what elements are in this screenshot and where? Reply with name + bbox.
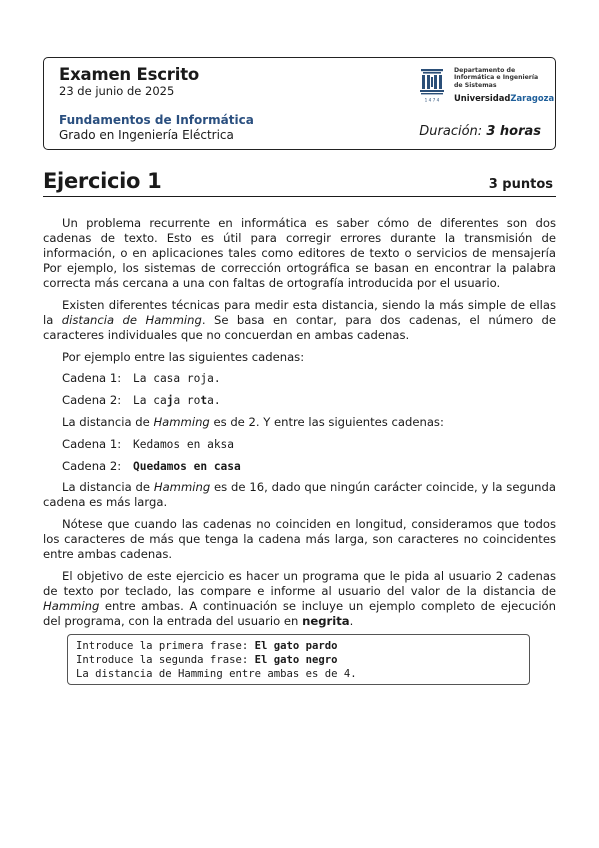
paragraph-hamming-def: Existen diferentes técnicas para medir esta distancia, siendo la más simple de ellas la distancia de Hamming. Se basa en contar, para dos cadenas, el número de caracteres individuales que no concuerdan en ambas cadenas. bbox=[43, 297, 557, 342]
degree-name: Grado en Ingeniería Eléctrica bbox=[59, 128, 234, 142]
exam-header bbox=[43, 57, 556, 150]
course-name: Fundamentos de Informática bbox=[59, 113, 254, 127]
exam-duration: Duración: 3 horas bbox=[419, 124, 541, 139]
example2-string2: Cadena 2: Quedamos en casa bbox=[62, 458, 241, 473]
paragraph-length-note: Nótese que cuando las cadenas no coinciden en longitud, consideramos que todos los caracteres de más que tenga la cadena más larga, son caracteres no coincidentes entre ambas cadenas. bbox=[43, 517, 556, 562]
logo-year: 1 4 7 4 bbox=[424, 97, 440, 103]
exam-date: 23 de junio de 2025 bbox=[59, 84, 175, 98]
example1-string2: Cadena 2: La caja rota. bbox=[62, 393, 221, 408]
paragraph-example-intro: Por ejemplo entre las siguientes cadenas: bbox=[62, 349, 305, 364]
example-terminal-output bbox=[67, 634, 530, 685]
paragraph-objective: El objetivo de este ejercicio es hacer un programa que le pida al usuario 2 cadenas de texto por teclado, las compare e informe al usuario del valor de la distancia de Hamming entre ambas. A continuación se incluye un ejemplo completo de ejecución del programa, con la entrada del usuario en negrita. bbox=[43, 568, 556, 628]
department-name: Departamento de Informática e Ingeniería de Sistemas bbox=[454, 67, 539, 89]
paragraph-example1-result: La distancia de Hamming es de 2. Y entre las siguientes cadenas: bbox=[62, 414, 444, 429]
exam-title: Examen Escrito bbox=[59, 65, 200, 84]
terminal-line-1: Introduce la primera frase: El gato pardo bbox=[76, 640, 338, 652]
university-logo bbox=[419, 67, 555, 103]
exercise-points: 3 puntos bbox=[488, 177, 553, 192]
example1-string1: Cadena 1: La casa roja. bbox=[62, 371, 221, 386]
paragraph-example2-result: La distancia de Hamming es de 16, dado que ningún carácter coincide, y la segunda cadena es más larga. bbox=[43, 480, 556, 510]
example2-string1: Cadena 1: Kedamos en aksa bbox=[62, 436, 235, 451]
paragraph-intro: Un problema recurrente en informática es saber cómo de diferentes son dos cadenas de texto. Esto es útil para corregir errores durante la transmisión de información, o en aplicaciones tales como editores de texto o servicios de mensajería Por ejemplo, los sistemas de corrección ortográfica se basan en encontrar la palabra correcta más cercana a una con faltas de ortografía introducida por el usuario. bbox=[43, 216, 556, 290]
university-seal-icon bbox=[419, 67, 445, 103]
exercise-body bbox=[43, 216, 556, 636]
terminal-line-3: La distancia de Hamming entre ambas es de 4. bbox=[76, 668, 357, 680]
university-name: UniversidadZaragoza bbox=[454, 93, 555, 103]
terminal-line-2: Introduce la segunda frase: El gato negro bbox=[76, 654, 338, 666]
exercise-title: Ejercicio 1 bbox=[43, 169, 162, 193]
exercise-heading bbox=[43, 169, 556, 197]
